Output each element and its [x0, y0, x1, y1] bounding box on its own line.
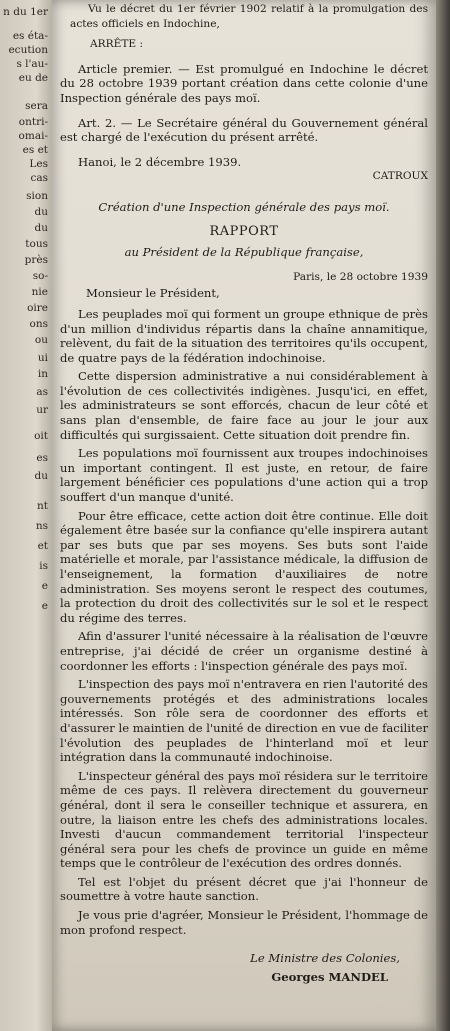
margin-fragment: ur — [36, 404, 48, 416]
margin-fragment: eu de — [18, 72, 48, 84]
margin-fragment: nie — [31, 286, 48, 298]
margin-fragment: ui — [37, 352, 48, 364]
margin-fragment: es éta- — [12, 30, 48, 42]
margin-fragment: es — [36, 452, 48, 464]
margin-fragment: tous — [25, 238, 48, 250]
arrete-label: ARRÊTE : — [90, 38, 144, 51]
report-paragraph: Je vous prie d'agréer, Monsieur le Président, l'hommage de mon profond respect. — [60, 908, 428, 937]
margin-fragment: oire — [27, 302, 48, 314]
margin-fragment: et — [37, 540, 48, 552]
margin-fragment: in — [37, 368, 48, 380]
margin-fragment: ecution — [8, 44, 48, 56]
article-2: Art. 2. — Le Secrétaire général du Gouvernement général est chargé de l'exécution du présent arrêté. — [60, 115, 428, 145]
book-spine-edge — [436, 0, 450, 1031]
margin-fragment: is — [39, 560, 48, 572]
preamble-vu: Vu le décret du 1er février 1902 relatif à la promulgation des actes officiels en Indochine, — [70, 3, 428, 30]
report-paragraph: Tel est l'objet du présent décret que j'ai l'honneur de soumettre à votre haute sanction. — [60, 874, 428, 904]
margin-fragment: e — [41, 600, 48, 612]
margin-fragment: du — [34, 222, 48, 234]
signature-title: Le Ministre des Colonies, — [250, 951, 400, 966]
margin-fragment: s l'au- — [16, 58, 48, 70]
margin-fragment: n du 1er — [3, 6, 48, 18]
report-title: Création d'une Inspection générale des pays moï. — [98, 199, 390, 214]
margin-fragment: ontri- — [18, 116, 48, 128]
margin-fragment: as — [36, 386, 48, 398]
page-content — [60, 2, 428, 984]
arrete-place-date: Hanoi, le 2 décembre 1939. — [78, 154, 242, 169]
margin-fragment: sion — [26, 190, 48, 202]
margin-fragment: nt — [37, 500, 48, 512]
report-paragraph: Les populations moï fournissent aux troupes indochinoises un important contingent. Il est juste, en retour, de faire largement bénéficier ces populations d'une action qui a trop souffert d'un manque d'unité. — [60, 446, 428, 505]
margin-fragment: so- — [32, 270, 48, 282]
margin-fragment: Les — [29, 158, 48, 170]
report-addressee: au Président de la République française, — [124, 245, 364, 260]
report-paragraph: Pour être efficace, cette action doit être continue. Elle doit également être basée sur la confiance qu'elle inspirera autant par ses buts que par ses moyens. Ses buts sont l'aide matérielle et morale, par l'assistance médicale, la diffusion de l'enseignement, la formation d'auxiliaires de notre administration. Ses moyens seront le respect des coutumes, la protection du droit des collectivités sur le sol et le respect du régime des terres. — [60, 508, 428, 625]
report-paragraph: Afin d'assurer l'unité nécessaire à la réalisation de l'œuvre entreprise, j'ai décidé de créer un organisme destiné à coordonner les efforts : l'inspection générale des pays moï. — [60, 629, 428, 673]
report-salutation: Monsieur le Président, — [86, 286, 220, 301]
report-place-date: Paris, le 28 octobre 1939 — [293, 270, 428, 283]
margin-fragment: e — [41, 580, 48, 592]
margin-fragment: ns — [35, 520, 48, 532]
adjacent-page-strip — [0, 0, 52, 1031]
margin-fragment: sera — [25, 100, 48, 112]
signature-name: Georges MANDEL — [271, 969, 388, 984]
margin-fragment: omai- — [18, 130, 48, 142]
report-heading: RAPPORT — [209, 223, 279, 239]
margin-fragment: cas — [30, 172, 48, 184]
report-paragraph: L'inspecteur général des pays moï résidera sur le territoire même de ces pays. Il relèvera directement du gouverneur général, dont il sera le conseiller technique et assurera, en outre, la liaison entre les chefs des administrations locales. Investi d'aucun commandement territorial l'inspecteur général sera pour les chefs de province un guide en même temps que le contrôleur de l'exécution des ordres donnés. — [60, 768, 428, 871]
margin-fragment: du — [34, 206, 48, 218]
report-paragraph: L'inspection des pays moï n'entravera en rien l'autorité des gouvernements protégés et des administrations locales intéressés. Son rôle sera de coordonner des efforts et d'assurer le maintien de l'unité de direction en vue de faciliter l'évolution des peuplades de l'hinterland moï et leur intégration dans la communauté indochinoise. — [60, 677, 428, 765]
margin-fragment: ons — [29, 318, 48, 330]
report-body — [60, 307, 428, 937]
margin-fragment: es et — [22, 144, 48, 156]
arrete-signatory: CATROUX — [372, 170, 428, 183]
document-page — [52, 0, 436, 1031]
margin-fragment: près — [24, 254, 48, 266]
margin-fragment: ou — [34, 334, 48, 346]
report-paragraph: Les peuplades moï qui forment un groupe ethnique de près d'un million d'individus répartis dans la chaîne annamitique, relèvent, du fait de la situation des territoires qu'ils occupent, de quatre pays de la fédération indochinoise. — [60, 306, 428, 365]
article-1: Article premier. — Est promulgué en Indochine le décret du 28 octobre 1939 portant création dans cette colonie d'une Inspection générale des pays moï. — [60, 61, 428, 105]
report-paragraph: Cette dispersion administrative a nui considérablement à l'évolution de ces collectivités indigènes. Jusqu'ici, en effet, les administrateurs se sont efforcés, chacun de leur côté et sans plan d'ensemble, de faire face au jour le jour aux difficultés qui surgissaient. Cette situation doit prendre fin. — [60, 369, 428, 442]
margin-fragment: du — [34, 470, 48, 482]
margin-fragment: oit — [34, 430, 48, 442]
